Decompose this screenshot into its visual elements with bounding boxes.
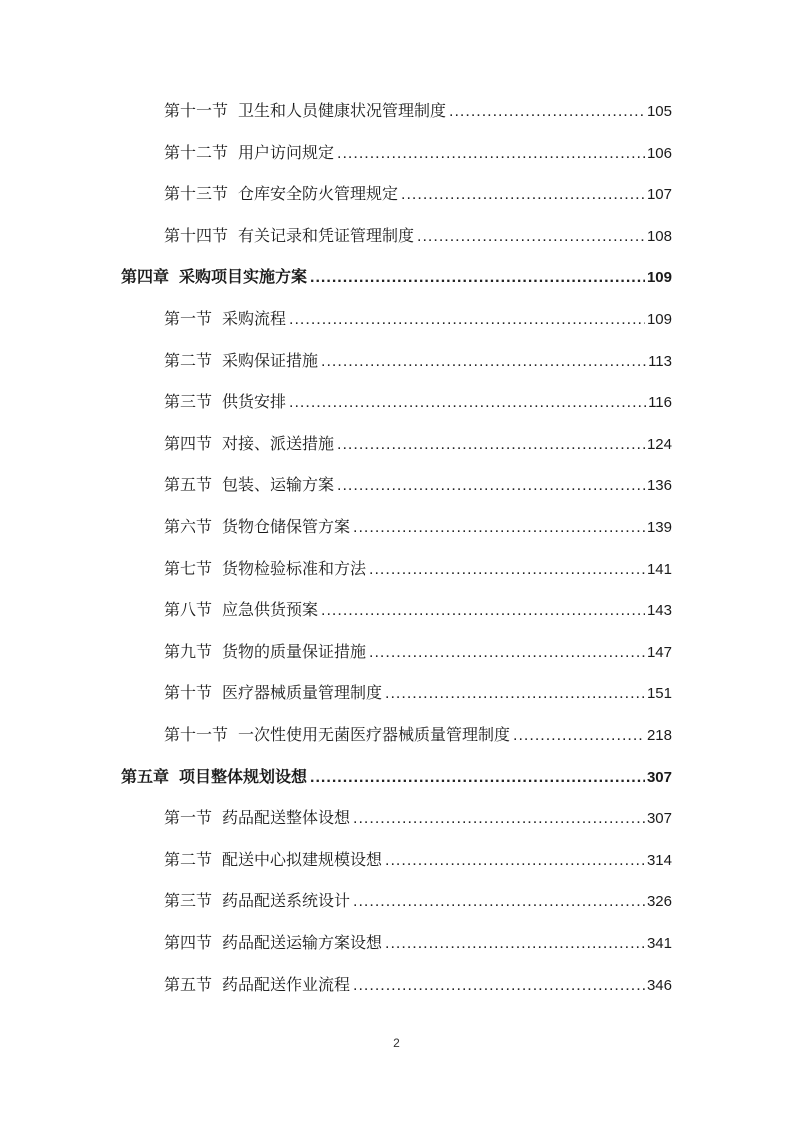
toc-entry-page: 136 [646, 477, 672, 495]
toc-entry-page: 147 [646, 643, 672, 661]
toc-entry-page: 346 [646, 976, 672, 994]
toc-section-entry[interactable] [164, 554, 672, 584]
toc-section-entry[interactable] [164, 512, 672, 542]
toc-section-entry[interactable] [164, 970, 672, 1000]
toc-entry-page: 143 [646, 602, 672, 620]
toc-section-entry[interactable] [164, 720, 672, 750]
toc-entry-label: 第十一节 [164, 101, 229, 120]
toc-dot-leader [369, 555, 645, 585]
toc-entry-page: 326 [646, 893, 672, 911]
toc-section-entry[interactable] [164, 470, 672, 500]
toc-entry-page: 307 [646, 768, 672, 786]
toc-entry-page: 105 [646, 103, 672, 120]
toc-section-entry[interactable] [164, 886, 672, 916]
toc-entry-page: 139 [646, 519, 672, 536]
toc-entry-label: 第四节 [164, 933, 213, 952]
toc-entry-title: 供货安排 [222, 392, 287, 412]
toc-dot-leader [289, 388, 646, 418]
toc-entry-page: 109 [646, 311, 672, 328]
toc-section-entry[interactable] [164, 803, 672, 833]
toc-entry-title: 项目整体规划设想 [179, 766, 308, 786]
toc-entry-title: 一次性使用无菌医疗器械质量管理制度 [238, 725, 511, 744]
toc-entry-title: 仓库安全防火管理规定 [238, 184, 399, 204]
toc-section-entry[interactable] [164, 346, 672, 376]
toc-dot-leader [401, 180, 645, 210]
toc-entry-page: 124 [646, 435, 672, 453]
toc-dot-leader [310, 763, 645, 793]
toc-section-entry[interactable] [164, 595, 672, 625]
toc-entry-page: 116 [648, 394, 672, 412]
toc-entry-label: 第七节 [164, 558, 213, 578]
toc-entry-label: 第二节 [164, 350, 213, 370]
toc-entry-label: 第四章 [121, 267, 170, 287]
toc-dot-leader [385, 846, 645, 876]
toc-entry-label: 第三节 [164, 891, 213, 911]
toc-section-entry[interactable] [164, 387, 672, 417]
toc-entry-label: 第五章 [121, 766, 170, 786]
toc-section-entry[interactable] [164, 179, 672, 209]
toc-dot-leader [353, 971, 645, 1001]
toc-entry-page: 218 [646, 727, 672, 744]
toc-entry-label: 第四节 [164, 433, 213, 453]
toc-dot-leader [369, 638, 645, 668]
toc-chapter-entry[interactable] [121, 762, 672, 792]
toc-entry-title: 货物仓储保管方案 [222, 517, 351, 536]
toc-chapter-entry[interactable] [121, 262, 672, 292]
toc-entry-title: 药品配送系统设计 [222, 891, 351, 911]
toc-dot-leader [337, 430, 645, 460]
toc-entry-title: 卫生和人员健康状况管理制度 [238, 101, 447, 120]
toc-section-entry[interactable] [164, 96, 672, 126]
toc-entry-title: 用户访问规定 [238, 142, 335, 162]
toc-dot-leader [310, 263, 645, 293]
toc-section-entry[interactable] [164, 221, 672, 251]
toc-entry-label: 第一节 [164, 808, 213, 828]
toc-entry-title: 配送中心拟建规模设想 [222, 849, 383, 869]
toc-entry-page: 108 [646, 227, 672, 245]
toc-entry-label: 第五节 [164, 475, 213, 495]
toc-section-entry[interactable] [164, 304, 672, 334]
toc-entry-title: 对接、派送措施 [222, 433, 335, 453]
toc-entry-label: 第十节 [164, 683, 213, 703]
toc-dot-leader [385, 679, 645, 709]
toc-entry-title: 包装、运输方案 [222, 475, 335, 495]
toc-dot-leader [353, 804, 645, 834]
toc-entry-title: 药品配送整体设想 [222, 808, 351, 828]
page-number: 2 [393, 1036, 400, 1050]
toc-section-entry[interactable] [164, 678, 672, 708]
toc-entry-page: 307 [646, 810, 672, 828]
toc-dot-leader [289, 305, 645, 335]
toc-dot-leader [321, 596, 645, 626]
toc-dot-leader [353, 887, 645, 917]
toc-entry-label: 第二节 [164, 849, 213, 869]
toc-entry-page: 113 [648, 352, 672, 370]
toc-entry-label: 第三节 [164, 392, 213, 412]
toc-dot-leader [321, 347, 646, 377]
toc-section-entry[interactable] [164, 637, 672, 667]
toc-entry-label: 第一节 [164, 309, 213, 328]
toc-entry-page: 151 [646, 685, 672, 703]
toc-entry-label: 第十三节 [164, 184, 229, 204]
toc-entry-title: 药品配送运输方案设想 [222, 933, 383, 952]
toc-dot-leader [337, 139, 645, 169]
toc-entry-label: 第十一节 [164, 725, 229, 744]
toc-section-entry[interactable] [164, 928, 672, 958]
toc-entry-page: 314 [646, 851, 672, 869]
toc-entry-title: 货物的质量保证措施 [222, 641, 367, 661]
toc-entry-page: 109 [646, 269, 672, 287]
toc-entry-title: 药品配送作业流程 [222, 974, 351, 994]
toc-dot-leader [449, 97, 645, 127]
toc-entry-page: 341 [646, 935, 672, 952]
toc-entry-label: 第十二节 [164, 142, 229, 162]
toc-entry-label: 第九节 [164, 641, 213, 661]
toc-entry-page: 107 [646, 186, 672, 204]
toc-section-entry[interactable] [164, 429, 672, 459]
toc-entry-title: 采购流程 [222, 309, 287, 328]
toc-entry-title: 医疗器械质量管理制度 [222, 683, 383, 703]
toc-entry-title: 采购项目实施方案 [179, 267, 308, 287]
toc-dot-leader [513, 721, 645, 751]
toc-entry-title: 有关记录和凭证管理制度 [238, 225, 415, 245]
toc-dot-leader [417, 222, 645, 252]
toc-dot-leader [385, 929, 645, 959]
toc-entry-label: 第六节 [164, 517, 213, 536]
toc-entry-label: 第五节 [164, 974, 213, 994]
toc-entry-page: 141 [646, 560, 672, 578]
toc-section-entry[interactable] [164, 138, 672, 168]
toc-entry-title: 应急供货预案 [222, 600, 319, 620]
toc-dot-leader [353, 513, 645, 543]
toc-entry-title: 采购保证措施 [222, 350, 319, 370]
toc-entry-label: 第十四节 [164, 225, 229, 245]
toc-entry-label: 第八节 [164, 600, 213, 620]
toc-section-entry[interactable] [164, 845, 672, 875]
toc-entry-title: 货物检验标准和方法 [222, 558, 367, 578]
toc-dot-leader [337, 471, 645, 501]
toc-entry-page: 106 [646, 144, 672, 162]
